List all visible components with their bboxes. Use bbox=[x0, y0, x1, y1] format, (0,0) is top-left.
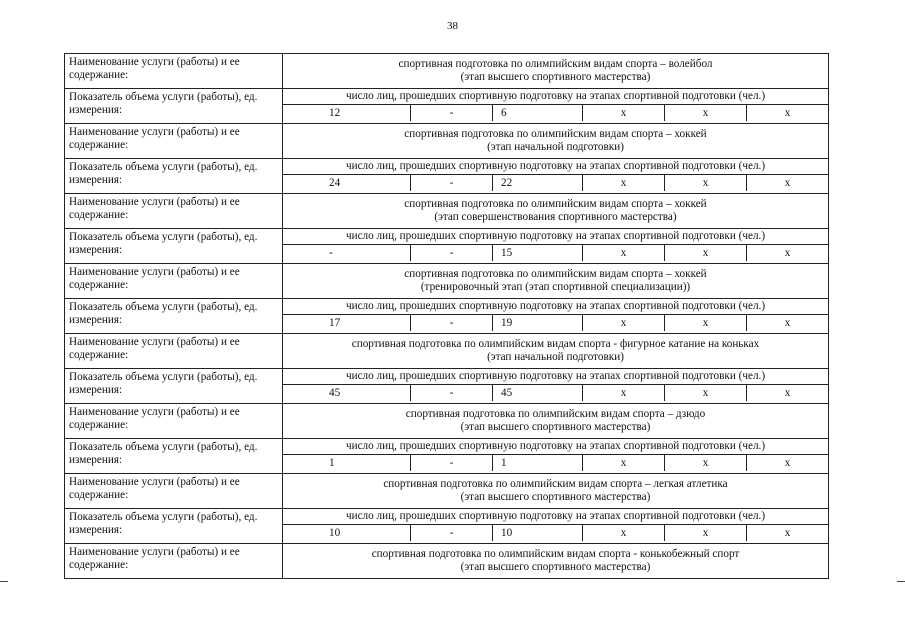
indicator-cell: х bbox=[746, 525, 828, 541]
service-label: Наименование услуги (работы) и ее содержание: bbox=[65, 474, 283, 509]
indicator-cell: х bbox=[746, 455, 828, 471]
indicator-title: число лиц, прошедших спортивную подготовку на этапах спортивной подготовки (чел.) bbox=[283, 439, 828, 455]
indicator-cell: 45 bbox=[492, 385, 582, 401]
indicator-cell: х bbox=[582, 315, 664, 331]
indicator-row bbox=[65, 89, 829, 124]
service-description-line1: спортивная подготовка по олимпийским видам спорта – хоккей bbox=[404, 198, 707, 210]
indicator-value bbox=[283, 299, 829, 334]
indicator-cell: - bbox=[410, 105, 492, 121]
indicator-cell: - bbox=[410, 525, 492, 541]
indicator-title: число лиц, прошедших спортивную подготовку на этапах спортивной подготовки (чел.) bbox=[283, 509, 828, 525]
service-label: Наименование услуги (работы) и ее содержание: bbox=[65, 54, 283, 89]
indicator-row bbox=[65, 439, 829, 474]
service-row bbox=[65, 334, 829, 369]
indicator-cell: х bbox=[664, 455, 746, 471]
indicator-cell: х bbox=[746, 385, 828, 401]
indicator-cell: 24 bbox=[329, 177, 341, 189]
service-description bbox=[283, 334, 829, 369]
service-label: Наименование услуги (работы) и ее содержание: bbox=[65, 404, 283, 439]
service-description-line2: (этап высшего спортивного мастерства) bbox=[460, 561, 651, 573]
indicator-label: Показатель объема услуги (работы), ед. измерения: bbox=[65, 509, 283, 544]
indicator-title: число лиц, прошедших спортивную подготовку на этапах спортивной подготовки (чел.) bbox=[283, 89, 828, 105]
indicator-label: Показатель объема услуги (работы), ед. измерения: bbox=[65, 159, 283, 194]
service-description-line2: (этап высшего спортивного мастерства) bbox=[460, 491, 651, 503]
service-description-line1: спортивная подготовка по олимпийским видам спорта - фигурное катание на коньках bbox=[351, 338, 760, 350]
page-number: 38 bbox=[447, 20, 458, 32]
indicator-cell: х bbox=[664, 315, 746, 331]
indicator-cells bbox=[283, 315, 828, 331]
service-description-line2: (этап высшего спортивного мастерства) bbox=[460, 71, 651, 83]
indicator-cell: 6 bbox=[492, 105, 582, 121]
indicator-value bbox=[283, 229, 829, 264]
indicator-label: Показатель объема услуги (работы), ед. измерения: bbox=[65, 89, 283, 124]
indicator-cell: х bbox=[746, 175, 828, 191]
indicator-cells bbox=[283, 525, 828, 541]
indicator-cell: 1 bbox=[492, 455, 582, 471]
service-label: Наименование услуги (работы) и ее содержание: bbox=[65, 264, 283, 299]
indicator-label: Показатель объема услуги (работы), ед. измерения: bbox=[65, 229, 283, 264]
indicator-cells bbox=[283, 105, 828, 121]
service-row bbox=[65, 54, 829, 89]
indicator-label: Показатель объема услуги (работы), ед. измерения: bbox=[65, 369, 283, 404]
indicator-cell: 19 bbox=[492, 315, 582, 331]
service-description-line1: спортивная подготовка по олимпийским видам спорта – волейбол bbox=[398, 58, 713, 70]
indicator-cell: х bbox=[664, 105, 746, 121]
service-label: Наименование услуги (работы) и ее содержание: bbox=[65, 194, 283, 229]
indicator-cells bbox=[283, 175, 828, 191]
service-row bbox=[65, 264, 829, 299]
indicator-value bbox=[283, 159, 829, 194]
indicator-cell: - bbox=[410, 315, 492, 331]
service-row bbox=[65, 124, 829, 159]
indicator-cell: х bbox=[582, 245, 664, 261]
indicator-cell: х bbox=[582, 525, 664, 541]
indicator-row bbox=[65, 509, 829, 544]
indicator-cell: - bbox=[410, 245, 492, 261]
indicator-title: число лиц, прошедших спортивную подготовку на этапах спортивной подготовки (чел.) bbox=[283, 369, 828, 385]
indicator-cell: 45 bbox=[329, 387, 341, 399]
indicator-cells bbox=[283, 385, 828, 401]
indicator-cell: 15 bbox=[492, 245, 582, 261]
service-row bbox=[65, 474, 829, 509]
left-margin-mark bbox=[0, 581, 8, 582]
indicator-row bbox=[65, 369, 829, 404]
service-description-line1: спортивная подготовка по олимпийским видам спорта - конькобежный спорт bbox=[371, 548, 740, 560]
service-row bbox=[65, 544, 829, 579]
service-description bbox=[283, 474, 829, 509]
indicator-cell: х bbox=[664, 525, 746, 541]
indicator-value bbox=[283, 369, 829, 404]
indicator-label: Показатель объема услуги (работы), ед. измерения: bbox=[65, 299, 283, 334]
indicator-cells bbox=[283, 245, 828, 261]
indicator-cell: х bbox=[582, 455, 664, 471]
service-description-line2: (этап высшего спортивного мастерства) bbox=[460, 421, 651, 433]
indicator-cell: х bbox=[582, 385, 664, 401]
service-table-body bbox=[65, 54, 829, 579]
indicator-cell: - bbox=[410, 175, 492, 191]
indicator-cell: х bbox=[746, 245, 828, 261]
service-description bbox=[283, 404, 829, 439]
indicator-cell: х bbox=[664, 245, 746, 261]
indicator-value bbox=[283, 509, 829, 544]
indicator-cell: - bbox=[410, 455, 492, 471]
indicator-row bbox=[65, 299, 829, 334]
indicator-cell: х bbox=[664, 175, 746, 191]
right-margin-mark bbox=[897, 581, 905, 582]
service-label: Наименование услуги (работы) и ее содержание: bbox=[65, 124, 283, 159]
indicator-cell: х bbox=[582, 105, 664, 121]
service-description-line1: спортивная подготовка по олимпийским видам спорта – дзюдо bbox=[405, 408, 706, 420]
service-description-line2: (этап совершенствования спортивного мастерства) bbox=[434, 211, 677, 223]
service-description-line1: спортивная подготовка по олимпийским видам спорта – хоккей bbox=[404, 268, 707, 280]
indicator-cell: х bbox=[746, 105, 828, 121]
indicator-title: число лиц, прошедших спортивную подготовку на этапах спортивной подготовки (чел.) bbox=[283, 299, 828, 315]
indicator-value bbox=[283, 89, 829, 124]
indicator-cell: 12 bbox=[329, 107, 341, 119]
service-description bbox=[283, 264, 829, 299]
indicator-cell: х bbox=[582, 175, 664, 191]
service-description-line2: (этап начальной подготовки) bbox=[487, 351, 624, 363]
service-description bbox=[283, 544, 829, 579]
service-description-line1: спортивная подготовка по олимпийским видам спорта – хоккей bbox=[404, 128, 707, 140]
indicator-cell: - bbox=[410, 385, 492, 401]
service-row bbox=[65, 404, 829, 439]
indicator-cell: - bbox=[329, 247, 333, 259]
indicator-title: число лиц, прошедших спортивную подготовку на этапах спортивной подготовки (чел.) bbox=[283, 229, 828, 245]
indicator-label: Показатель объема услуги (работы), ед. измерения: bbox=[65, 439, 283, 474]
indicator-cell: 22 bbox=[492, 175, 582, 191]
indicator-title: число лиц, прошедших спортивную подготовку на этапах спортивной подготовки (чел.) bbox=[283, 159, 828, 175]
service-table bbox=[64, 53, 829, 579]
indicator-cell: 1 bbox=[329, 457, 335, 469]
service-label: Наименование услуги (работы) и ее содержание: bbox=[65, 544, 283, 579]
indicator-cell: 10 bbox=[492, 525, 582, 541]
service-description bbox=[283, 54, 829, 89]
service-description-line2: (тренировочный этап (этап спортивной специализации)) bbox=[420, 281, 691, 293]
service-description bbox=[283, 194, 829, 229]
indicator-value bbox=[283, 439, 829, 474]
indicator-row bbox=[65, 229, 829, 264]
service-row bbox=[65, 194, 829, 229]
indicator-cell: х bbox=[664, 385, 746, 401]
indicator-cell: 17 bbox=[329, 317, 341, 329]
indicator-cell: 10 bbox=[329, 527, 341, 539]
indicator-cells bbox=[283, 455, 828, 471]
indicator-row bbox=[65, 159, 829, 194]
indicator-cell: х bbox=[746, 315, 828, 331]
service-label: Наименование услуги (работы) и ее содержание: bbox=[65, 334, 283, 369]
service-description bbox=[283, 124, 829, 159]
service-description-line2: (этап начальной подготовки) bbox=[487, 141, 624, 153]
service-description-line1: спортивная подготовка по олимпийским видам спорта – легкая атлетика bbox=[383, 478, 728, 490]
